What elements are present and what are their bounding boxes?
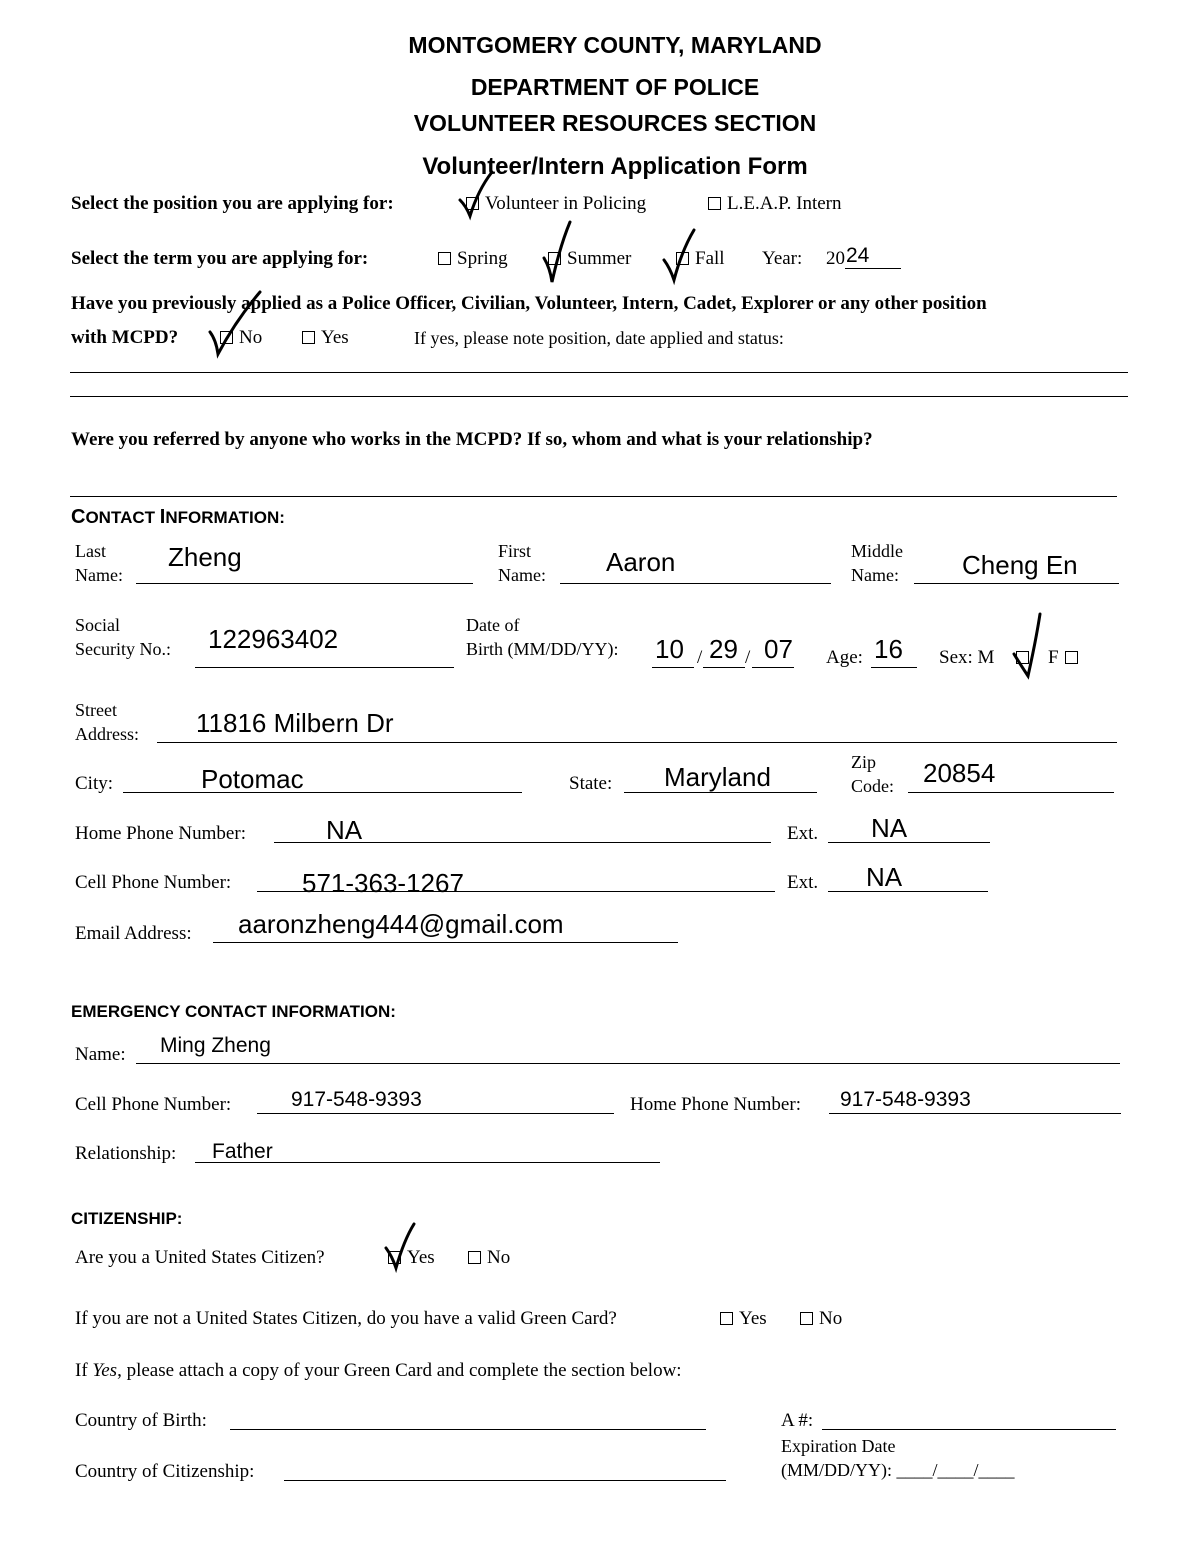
- emergency-home-value[interactable]: 917-548-9393: [840, 1088, 971, 1111]
- city-value[interactable]: Potomac: [201, 764, 304, 794]
- term-year-prefix: 20: [826, 248, 845, 269]
- emergency-heading: EMERGENCY CONTACT INFORMATION:: [71, 1002, 396, 1021]
- home-ext-value[interactable]: NA: [871, 813, 908, 843]
- summer-check-mark: [540, 220, 580, 286]
- age-label: Age:: [826, 647, 863, 668]
- header-section: VOLUNTEER RESOURCES SECTION: [413, 110, 817, 136]
- green-card-no-checkbox[interactable]: [800, 1312, 813, 1325]
- country-birth-line[interactable]: [230, 1429, 706, 1430]
- a-number-label: A #:: [781, 1410, 814, 1431]
- green-card-instruction: If Yes, please attach a copy of your Green Card and complete the section below:: [75, 1360, 682, 1381]
- term-spring-checkbox[interactable]: [438, 252, 451, 265]
- emergency-cell-label: Cell Phone Number:: [75, 1094, 232, 1115]
- dob-year-line: [752, 667, 794, 668]
- previous-question-cont: with MCPD?: [71, 327, 179, 348]
- sex-f-label: F: [1048, 647, 1059, 668]
- term-question: Select the term you are applying for:: [71, 248, 369, 269]
- dob-label: Date of Birth (MM/DD/YY):: [466, 615, 619, 659]
- term-year-value[interactable]: 24: [846, 244, 870, 267]
- email-value[interactable]: aaronzheng444@gmail.com: [238, 909, 564, 939]
- previous-yes-label: Yes: [321, 327, 349, 348]
- first-name-label: First Name:: [498, 541, 546, 585]
- previous-question: Have you previously applied as a Police Officer, Civilian, Volunteer, Intern, Cadet, Explorer or any other position: [71, 293, 987, 314]
- citizen-no-label: No: [487, 1247, 511, 1268]
- position-question: Select the position you are applying for:: [71, 193, 394, 214]
- referral-answer-line[interactable]: [70, 496, 1117, 497]
- green-card-yes-checkbox[interactable]: [720, 1312, 733, 1325]
- term-spring-label: Spring: [457, 248, 508, 269]
- citizen-yes-label: Yes: [407, 1247, 435, 1268]
- previous-no-check-mark: [206, 290, 266, 358]
- green-card-no-option[interactable]: [800, 1308, 842, 1330]
- position-volunteer-label: Volunteer in Policing: [485, 193, 647, 214]
- citizen-question: Are you a United States Citizen?: [75, 1247, 325, 1268]
- ssn-line: [195, 667, 454, 668]
- cell-ext-line: [828, 891, 988, 892]
- header-county: MONTGOMERY COUNTY, MARYLAND: [408, 32, 822, 58]
- sex-label: Sex: M: [939, 647, 995, 668]
- expiration-date-blank[interactable]: ____/____/____: [896, 1460, 1015, 1480]
- emergency-cell-line: [257, 1113, 614, 1114]
- zip-line: [908, 792, 1114, 793]
- a-number-line[interactable]: [822, 1429, 1116, 1430]
- city-label: City:: [75, 773, 114, 794]
- emergency-name-label: Name:: [75, 1044, 126, 1065]
- previous-note: If yes, please note position, date applied and status:: [414, 328, 784, 348]
- green-card-no-label: No: [819, 1308, 843, 1329]
- email-label: Email Address:: [75, 923, 192, 944]
- dob-slash-2: /: [745, 647, 751, 668]
- country-citizenship-label: Country of Citizenship:: [75, 1461, 255, 1482]
- middle-name-line: [914, 583, 1119, 584]
- dob-slash-1: /: [697, 647, 703, 668]
- relationship-value[interactable]: Father: [212, 1140, 273, 1163]
- green-card-question: If you are not a United States Citizen, do you have a valid Green Card?: [75, 1308, 617, 1329]
- term-year-underline: [845, 268, 901, 269]
- sex-f-option[interactable]: [1048, 647, 1084, 669]
- volunteer-check-mark: [456, 170, 496, 220]
- last-name-value[interactable]: Zheng: [168, 542, 242, 572]
- green-card-yes-option[interactable]: [720, 1308, 767, 1330]
- previous-details-line-2[interactable]: [70, 396, 1128, 397]
- age-value[interactable]: 16: [874, 634, 903, 664]
- home-ext-label: Ext.: [787, 823, 819, 844]
- term-spring-option[interactable]: [438, 248, 508, 270]
- last-name-line: [136, 583, 473, 584]
- fall-check-mark: [660, 228, 700, 284]
- emergency-home-line: [829, 1113, 1121, 1114]
- first-name-value[interactable]: Aaron: [606, 547, 676, 577]
- position-intern-checkbox[interactable]: [708, 197, 721, 210]
- term-summer-label: Summer: [567, 248, 632, 269]
- emergency-home-label: Home Phone Number:: [630, 1094, 801, 1115]
- previous-yes-option[interactable]: [302, 327, 349, 349]
- state-value[interactable]: Maryland: [664, 762, 771, 792]
- home-phone-value[interactable]: NA: [326, 815, 363, 845]
- street-value[interactable]: 11816 Milbern Dr: [196, 708, 394, 738]
- cell-phone-label: Cell Phone Number:: [75, 872, 232, 893]
- referral-question: Were you referred by anyone who works in the MCPD? If so, whom and what is your relationship?: [71, 429, 873, 450]
- cell-ext-value[interactable]: NA: [866, 862, 903, 892]
- ssn-label: Social Security No.:: [75, 615, 171, 659]
- emergency-name-line: [136, 1063, 1120, 1064]
- email-line: [213, 942, 678, 943]
- state-label: State:: [569, 773, 613, 794]
- previous-no-label: No: [239, 327, 263, 348]
- cell-ext-label: Ext.: [787, 872, 819, 893]
- position-intern-option[interactable]: [708, 193, 842, 215]
- country-birth-label: Country of Birth:: [75, 1410, 207, 1431]
- last-name-label: Last Name:: [75, 541, 123, 585]
- zip-value[interactable]: 20854: [923, 758, 996, 788]
- country-citizenship-line[interactable]: [284, 1480, 726, 1481]
- position-intern-label: L.E.A.P. Intern: [727, 193, 842, 214]
- age-line: [871, 667, 917, 668]
- citizen-no-checkbox[interactable]: [468, 1251, 481, 1264]
- term-fall-label: Fall: [695, 248, 725, 269]
- middle-name-value[interactable]: Cheng En: [962, 550, 1078, 580]
- emergency-cell-value[interactable]: 917-548-9393: [291, 1088, 422, 1111]
- sex-f-checkbox[interactable]: [1065, 651, 1078, 664]
- contact-heading: CONTACT INFORMATION:: [71, 506, 285, 528]
- emergency-name-value[interactable]: Ming Zheng: [160, 1034, 271, 1057]
- cell-phone-value[interactable]: 571-363-1267: [302, 868, 464, 898]
- previous-yes-checkbox[interactable]: [302, 331, 315, 344]
- ssn-value[interactable]: 122963402: [208, 624, 339, 654]
- sex-m-check-mark: [1008, 610, 1052, 682]
- citizen-no-option[interactable]: [468, 1247, 510, 1269]
- citizenship-heading: CITIZENSHIP:: [71, 1209, 183, 1228]
- street-line: [157, 742, 1117, 743]
- expiration-label: Expiration Date (MM/DD/YY): ____/____/____: [781, 1436, 1015, 1480]
- zip-label: Zip Code:: [851, 752, 894, 796]
- dob-year-value[interactable]: 07: [764, 634, 793, 664]
- home-ext-line: [828, 842, 990, 843]
- dob-day-value[interactable]: 29: [709, 634, 738, 664]
- header-department: DEPARTMENT OF POLICE: [470, 74, 760, 100]
- street-label: Street Address:: [75, 700, 139, 744]
- dob-month-value[interactable]: 10: [655, 634, 684, 664]
- green-card-yes-label: Yes: [739, 1308, 767, 1329]
- middle-name-label: Middle Name:: [851, 541, 903, 585]
- city-line: [123, 792, 522, 793]
- citizen-yes-check-mark: [382, 1222, 422, 1272]
- previous-details-line-1[interactable]: [70, 372, 1128, 373]
- dob-month-line: [652, 667, 694, 668]
- term-year-label: Year:: [762, 248, 803, 269]
- home-phone-label: Home Phone Number:: [75, 823, 246, 844]
- form-title: Volunteer/Intern Application Form: [422, 153, 808, 180]
- dob-day-line: [703, 667, 745, 668]
- relationship-label: Relationship:: [75, 1143, 177, 1164]
- first-name-line: [560, 583, 831, 584]
